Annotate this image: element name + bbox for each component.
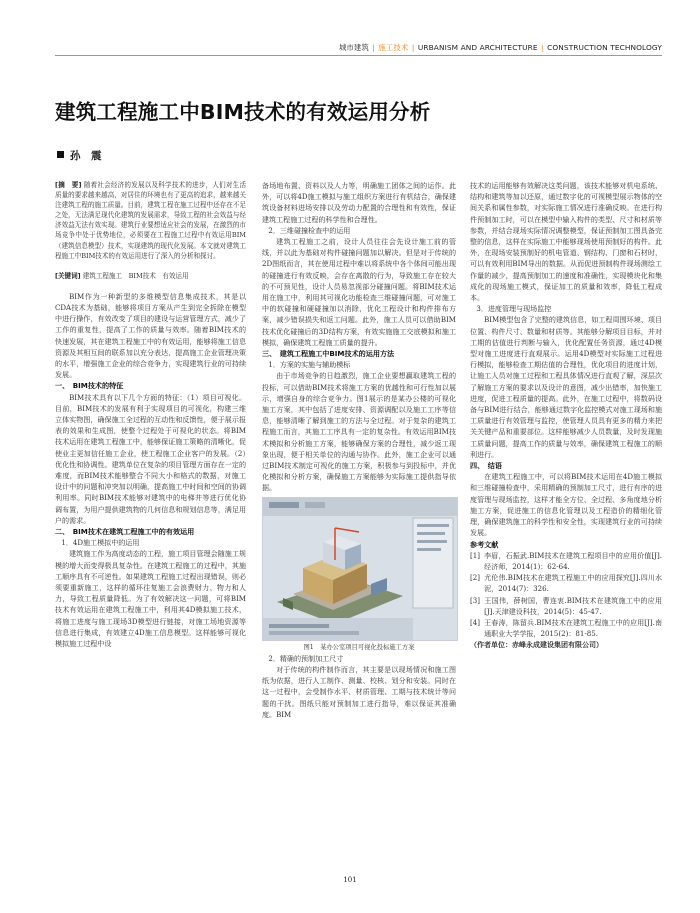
paragraph: 建筑工程施工之前，设计人员往往会先设计施工前的管线，并以此为基础对构件碰撞问题加以解决。但是对于传统的2D图纸而言，其在使用过程中难以将系统中各个体间可能出现的碰撞进行有效反映，会存在离散的行为，导致施工存在较大的不可预见性，设计人员易忽视部分碰撞问题。将BIM技术运用在施工中，利用其可视化功能检查三维碰撞问题，可对施工中的软碰撞和硬碰撞加以消除，优化工程设计和构件排布方案，减少错误损失和返工问题。此外，施工人员可以借助BIM技术优化碰撞后的3D结构方案，有效实施施工交底模拟和施工模拟，确保建筑工程施工质量的提升。: [262, 237, 456, 347]
subsection-heading: 2．精确的预制加工尺寸: [268, 653, 344, 663]
reference-item: [3] 王国伟，薛树国，曹连衷.BIM技术在建筑施工中的应用[J].天津建设科技，2014(5)：45-47.: [470, 595, 662, 616]
section-heading: 二、 BIM技术在建筑工程施工中的有效运用: [55, 527, 195, 537]
reference-item: [2] 尤伦伟.BIM技术在建筑工程施工中的应用探究[J].四川水泥，2014(7)：326.: [470, 573, 662, 594]
header-en-a: URBANISM AND ARCHITECTURE: [417, 43, 538, 52]
figure-1: [262, 497, 458, 641]
paragraph: 建筑施工作为高度动态的工程，施工项目管理会随施工规模的增大而变得极具复杂性。在建筑工程施工的过程中，其施工顺序具有不可逆性。如果建筑工程施工过程出现错误，则必须要重新施工，这样的循环往复施工会浪费财力、物力和人力，导致工程质量降低。为了有效解决这一问题，可将BIM技术有效运用在建筑工程施工中，利用其4D模拟施工技术，将施工进度与施工现场3D模型进行链接，对施工场地资源等信息进行集成，有效建立4D施工信息模型。这样能够可视化模拟施工过程中设: [55, 549, 246, 649]
header-separator: |: [411, 43, 415, 52]
paragraph: BIM模型包含了完整的建筑信息，如工程周围环境、项目位置、构件尺寸、数量和材质等。其能够分解项目目标，并对工期的估值进行判断与输入，优化配置任务资源，通过4D模型对施工进度进行直观展示。运用4D模型对实际施工过程进行模拟，能够检查工期估值的合理性，优化项目的进度计划，让施工人员对施工过程和工程具体情况进行直观了解，深层次了解施工方案的要求以及设计的意图，减少出错率，加快施工进度，促进工程质量的提高。此外，在施工过程中，将数码设备与BIM进行结合，能够通过数字化监控模式对施工现场和施工质量进行有效管理与监控，使管理人员具有更多的精力来把关关键产品和重要部位。这样能够减少人员数量，及时发现施工质量问题，提高工作的质量与效率，确保建筑工程施工的顺利进行。: [470, 315, 662, 459]
column-2: [262, 180, 456, 720]
column-3: [470, 180, 662, 652]
header-separator: |: [372, 43, 375, 52]
section-heading: 三、 建筑工程施工中BIM技术的运用方法: [262, 349, 395, 359]
abstract: [55, 180, 246, 261]
header-separator: |: [541, 43, 544, 52]
author-line: [57, 148, 102, 163]
header-rule: [55, 55, 662, 56]
author-affiliation: （作者单位：赤峰永成建设集团有限公司）: [470, 641, 603, 650]
paragraph: BIM技术具有以下几个方面的特征：（1）项目可视化。目前，BIM技术的发展有利于实现项目的可视化，构建三维立体实物图，确保施工全过程的互动性和反馈性，便于展示报表的效果和生成图，使整个过程处于可视化的状态。将BIM技术运用在建筑工程施工中，能够保证施工策略的清晰化，促使业主更加信任施工企业，使工程施工企业客户的发展。（2）优化性和协调性。建筑单位在复杂的项目管理方面存在一定的难度，而BIM技术能够整合不同大小和格式的数据，对施工设计中的问题和冲突加以明确，提高施工中时间和空间的协调利用率。同时BIM技术能够对建筑中的电梯井等进行优化协调布置，为用户提供建筑物的几何信息和规划信息等，满足用户的需求。: [55, 392, 246, 525]
paragraph: 备场地布置、资料以及人力等，明确施工团体之间的运作。此外，可以将4D施工模拟与施工组织方案进行有机结合，确保建筑设备材料进场安排以及劳动力配置的合理性和有效性，保证建筑工程施工过程的科学性和合理性。: [262, 181, 456, 224]
journal-header: [0, 42, 662, 53]
subsection-heading: 2．三维碰撞检查中的运用: [268, 225, 351, 235]
header-highlight: 施工技术: [378, 43, 409, 52]
building-model-icon: [263, 498, 457, 640]
figure-caption: 图1 某办公室项目可视化投标施工方案: [303, 643, 415, 651]
square-bullet-icon: [57, 151, 64, 158]
subsection-heading: 1．方案的实施与辅助模标: [268, 360, 351, 370]
abstract-text: 随着社会经济的发展以及科学技术的进步，人们对生活质量的要求越来越高，对居住的环境也有了更高的追求，越来越关注建筑工程的施工质量。目前，建筑工程在施工过程中还存在不足之处，无法满足现代化建筑的发展需求，导致工程的社会效益与经济效益无法有效实现。建筑行业要想适应社会的发展，在激烈的市场竞争中处于优势地位，必须要在工程施工过程中有效运用BIM（建筑信息模型）技术，实现建筑的现代化发展。本文就对建筑工程施工中BIM技术的有效运用进行了深入的分析和探讨。: [55, 181, 246, 260]
subsection-heading: 3．进度管理与现场监控: [476, 304, 552, 314]
paragraph: BIM作为一种新型的多维模型信息集成技术，其是以CDA技术为基础，能够将项目方案从产生到完全拆除在模型中进行操作，有效改变了项目的建设与运营管理方式，减少了工作的重复性，提高了工作的质量与效率。随着BIM技术的快速发展，其在建筑工程施工中的有效运用，能够将施工信息资源及其相互间的联系加以充分表达，提高施工企业管理决策的水平，增强施工企业的综合竞争力，实现建筑行业的可持续发展。: [55, 291, 246, 380]
keywords: [55, 271, 246, 281]
column-1: [55, 180, 246, 649]
section-heading: 一、 BIM技术的特征: [55, 381, 124, 391]
article-title: 建筑工程施工中BIM技术的有效运用分析: [55, 100, 431, 124]
keywords-text: 建筑工程施工 BIM技术 有效运用: [82, 271, 189, 280]
author-name: 孙 震: [70, 150, 102, 162]
references-heading: 参考文献: [470, 539, 499, 549]
page-number: 101: [343, 876, 357, 884]
paragraph: 技术的运用能够有效解决这类问题，该技术能够对机电系统、结构和建筑等加以还原，通过数字化的可视模型展示物体的空间关系和属性参数，对实际施工情况进行准确反映。在进行构件预制加工时，可以在模型中输入构件的类型、尺寸和材质等参数，并结合现场实际情况调整模型，保证预制加工图具备完整的信息，这样在实际施工中能够现场使用预制好的构件。此外，在现场安装预制好的机电管道、钢结构、门窗和石材时，可以有效利用BIM导出的数据。从而促进预制构件现场测绘工作量的减少，提高预制加工的速度和准确性，实现模块化和集成化的现场施工模式，保证加工的质量和效率，降低工程成本。: [470, 181, 662, 303]
paragraph: 由于市场竞争的日趋激烈，施工企业要想赢取建筑工程的投标，可以借助BIM技术将施工方案的优越性和可行性加以展示，增强自身的综合竞争力。图1展示的是某办公楼的可视化施工方案，其中包括了进度安排、资源调配以及施工工序等信息，能够清晰了解到施工的方法与全过程。对于复杂的建筑工程施工而言，其施工工序具有一定的复杂性。有效运用BIM技术模拟和分析施工方案，能够确保方案的合理性，减少返工现象出现，便于相关单位的沟通与协作。此外，施工企业可以通过BIM技术制定可视化的施工方案，积极参与到投标中，并优化模拟和分析方案，确保施工方案能够为实际施工提供指导依据。: [262, 371, 456, 493]
reference-item: [4] 王春涛，陈留兵.BIM技术在建筑工程施工中的应用[J].南通职业大学学报，2015(2)：81-85.: [470, 617, 662, 639]
paragraph: 在建筑工程施工中，可以将BIM技术运用在4D施工模拟和三维碰撞检查中，采用精确的预制加工尺寸，进行有序的进度管理与现场监控，这样才能全方位、全过程、多角度地分析施工方案，促进施工的信息化管理以及工程造价的精细化管理，确保建筑施工的科学性和安全性，实现建筑行业的可持续发展。: [470, 472, 662, 538]
header-section-cn: 城市建筑: [338, 43, 369, 52]
paragraph: 对于传统的构件制作而言，其主要是以现场情况和施工图纸为依据，进行人工制作、测量、校核、划分和安装。同时在这一过程中，会受制作水平、材质管理、工期与技术统计等问题的干扰。图纸只能对预制加工进行指导，难以保证其准确度。BIM: [262, 664, 456, 719]
section-heading: 四、 结语: [470, 461, 502, 471]
header-en-b: CONSTRUCTION TECHNOLOGY: [547, 43, 662, 52]
keywords-label: [关键词]: [55, 271, 81, 280]
subsection-heading: 1．4D施工模拟中的运用: [61, 538, 140, 548]
abstract-label: [摘 要]: [55, 181, 82, 189]
reference-item: [1] 李眉，石振武.BIM技术在建筑工程项目中的应用价值[J].经济师，2014(1)：62-64.: [470, 550, 662, 571]
